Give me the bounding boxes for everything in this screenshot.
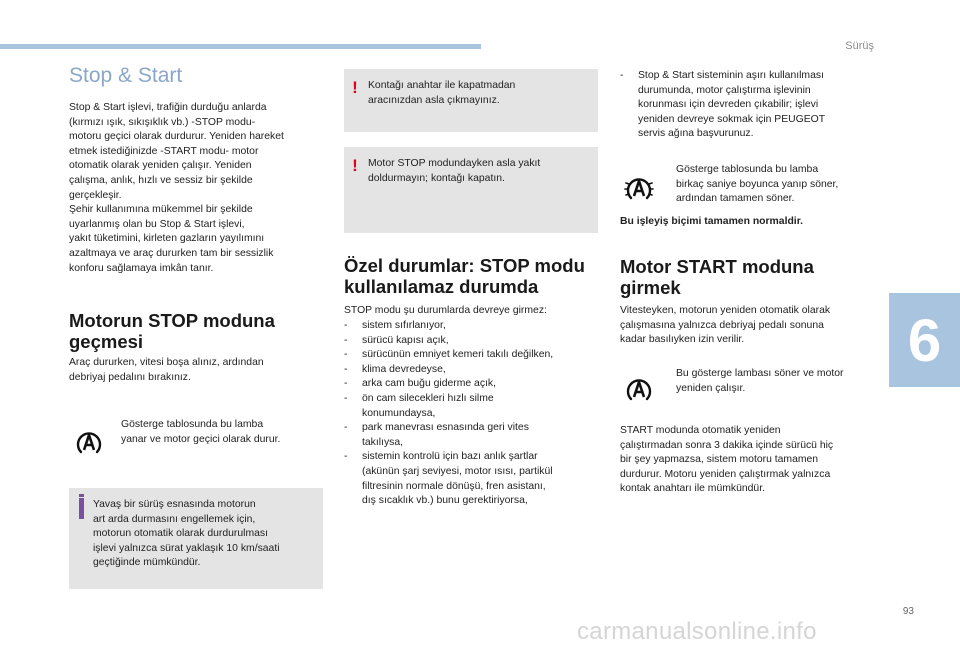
stop-indicator-text: Gösterge tablosunda bu lamba yanar ve motor geçici olarak durur. (121, 419, 281, 445)
watermark: carmanualsonline.info (577, 618, 817, 645)
start-indicator-text: Bu gösterge lambası söner ve motor yeniden çalışır. (676, 368, 844, 394)
page-number: 93 (902, 606, 914, 617)
chapter-tab: 6 (889, 293, 960, 387)
list-item: - sürücünün emniyet kemeri takılı değilken, (344, 348, 600, 363)
list-item: - arka cam buğu giderme açık, (344, 377, 600, 392)
list-item: - sistem sıfırlanıyor, (344, 319, 600, 334)
auto-stop-note: START modunda otomatik yeniden çalıştırmadan sonra 3 dakika içinde sürücü hiç bir şey yapmazsa, sistem motoru tamamen durdurur. Motoru yeniden çalıştırmak yalnızca kontak anahtarı ile mümkündür. (620, 425, 834, 495)
eco-mode-a-icon (74, 428, 104, 458)
list-item: - Stop & Start sisteminin aşırı kullanılması durumunda, motor çalıştırma işlevinin korunması için devreden çıkabilir; işlevi yeniden devreye sokmak için PEUGEOT servis ağına başvurunuz. (620, 69, 878, 142)
special-cases-list (344, 319, 600, 509)
special-cases-heading: Özel durumlar: STOP modu kullanılamaz durumda (344, 255, 585, 297)
info-box-text: Yavaş bir sürüş esnasında motorun art arda durmasını engellemek için, motorun otomatik olarak durdurulması işlevi yalnızca sürat yaklaşık 10 km/saati geçtiğinde mümkündür. (93, 499, 280, 569)
info-icon (79, 498, 84, 519)
header-bar (0, 44, 481, 49)
eco-mode-a-blinking-icon (624, 174, 654, 204)
warning-box-key (344, 69, 598, 132)
eco-mode-a-icon (624, 375, 654, 405)
start-mode-heading: Motor START moduna girmek (620, 256, 814, 298)
intro-paragraph: Stop & Start işlevi, trafiğin durduğu anlarda (kırmızı ışık, sıkışıklık vb.) -STOP modu- motoru geçici olarak durdurur. Yeniden hareket etmek istediğinizde -START modu- motor otomatik olarak yeniden çalışır. Yeniden çalışma, anlık, hızlı ve sessiz bir şekilde gerçekleşir. Şehir kullanımına mükemmel bir şekilde uyarlanmış olan bu Stop & Start işlevi, yakıt tüketimini, kirleten gazların yayılımını azaltmaya ve araç dururken tam bir sessizlik konforu sağlamaya imkân tanır. (69, 102, 284, 274)
list-item: - sürücü kapısı açık, (344, 334, 600, 349)
list-item: - park manevrası esnasında geri vites takılıysa, (344, 421, 600, 450)
exclamation-icon: ! (352, 78, 358, 97)
blink-indicator-text: Gösterge tablosunda bu lamba birkaç saniye boyunca yanıp söner, ardından tamamen söner. (676, 164, 839, 205)
exclamation-icon: ! (352, 156, 358, 175)
warning-box-fuel (344, 147, 598, 233)
stop-mode-heading: Motorun STOP moduna geçmesi (69, 310, 275, 352)
info-box (69, 488, 323, 589)
warning-key-text: Kontağı anahtar ile kapatmadan aracınızdan asla çıkmayınız. (368, 80, 516, 106)
warning-fuel-text: Motor STOP modundayken asla yakıt doldurmayın; kontağı kapatın. (368, 158, 541, 184)
overuse-list (620, 69, 878, 142)
normal-note: Bu işleyiş biçimi tamamen normaldir. (620, 216, 804, 227)
list-item: - klima devredeyse, (344, 363, 600, 378)
special-cases-intro: STOP modu şu durumlarda devreye girmez: (344, 305, 547, 316)
page-title: Stop & Start (69, 64, 183, 87)
list-item: - sistemin kontrolü için bazı anlık şartlar (akünün şarj seviyesi, motor ısısı, partikül filtresinin normale dönüşü, fren asistanı, dış sıcaklık vb.) bunu gerektiriyorsa, (344, 450, 600, 508)
stop-mode-text: Araç dururken, vitesi boşa alınız, ardından debriyaj pedalını bırakınız. (69, 357, 264, 383)
section-label: Sürüş (845, 40, 874, 52)
list-item: - ön cam silecekleri hızlı silme konumundaysa, (344, 392, 600, 421)
start-mode-text: Vitesteyken, motorun yeniden otomatik olarak çalışmasına yalnızca debriyaj pedalı sonuna kadar basılıyken izin verilir. (620, 305, 831, 346)
